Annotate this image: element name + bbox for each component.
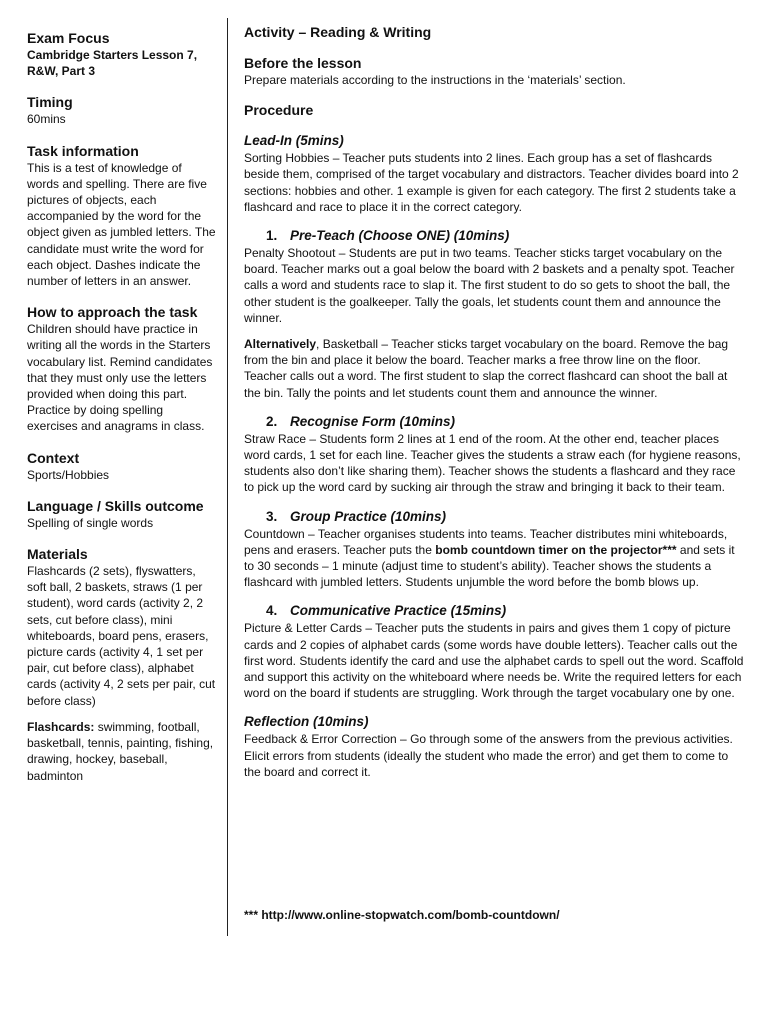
step-1-number: 1. xyxy=(266,228,278,244)
step-3-heading xyxy=(244,508,744,526)
approach-text: Children should have practice in writing all the words in the Starters vocabulary list. Remind candidates that they must only use the letters provided when doing this part. Practice by doing spelling exercises and anagrams in class. xyxy=(27,322,213,434)
main-content xyxy=(244,22,744,780)
step-4-title: Communicative Practice (15mins) xyxy=(290,603,507,619)
context-text: Sports/Hobbies xyxy=(27,467,110,482)
context-heading: Context xyxy=(27,449,80,466)
step-4-number: 4. xyxy=(266,603,278,619)
step-2-title: Recognise Form (10mins) xyxy=(290,413,456,429)
column-divider xyxy=(227,18,228,936)
step-1-heading xyxy=(244,227,744,245)
step-2-heading xyxy=(244,413,744,431)
step-4-heading xyxy=(244,602,744,620)
flashcards-label: Flashcards: xyxy=(27,719,95,734)
materials-heading: Materials xyxy=(27,546,88,563)
exam-focus-heading: Exam Focus xyxy=(27,30,110,46)
task-info-text: This is a test of knowledge of words and spelling. There are five pictures of objects, each accompanied by the word for the object given as jumbled letters. The candidate must write the word for each object. Dashes indicate the number of letters in an answer. xyxy=(27,160,216,289)
leadin-heading: Lead-In (5mins) xyxy=(244,133,344,149)
materials-text: Flashcards (2 sets), flyswatters, soft ball, 2 baskets, straws (1 per student), word cards (activity 2, 2 sets, cut before class), mini whiteboards, board pens, erasers, picture cards (activity 4, 1 set per pair, cut before class), alphabet cards (activity 4, 2 sets per pair, cut before class) xyxy=(27,564,216,708)
step-1-text: Penalty Shootout – Students are put in two teams. Teacher sticks target vocabulary on the board. Teacher marks out a goal below the board with 2 baskets and a penalty spot. Teacher calls a word and students race to slap it. The first student to do so gets to shoot the ball, the other student is the goalkeeper. Tally the goals, let students count them and announce the winner. xyxy=(244,246,735,325)
page-title: Activity – Reading & Writing xyxy=(244,24,432,40)
step-3-title: Group Practice (10mins) xyxy=(290,508,447,524)
step-2-text: Straw Race – Students form 2 lines at 1 end of the room. At the other end, teacher places word cards, 1 set for each line. Teacher gives the students a straw each (for hygiene reasons, students also don’t like sharing them). Teacher shows the students a flashcard and they race to pick up the word card by sucking air through the straw and bringing it back to their team. xyxy=(244,431,741,495)
task-info-heading: Task information xyxy=(27,142,139,159)
timing-heading: Timing xyxy=(27,94,73,111)
flashcards-list xyxy=(27,719,217,784)
timing-text: 60mins xyxy=(27,112,66,127)
step-3-text-a: Countdown – Teacher organises students into teams. Teacher distributes mini whiteboards, pens and erasers. Teacher puts the xyxy=(244,526,728,557)
approach-heading: How to approach the task xyxy=(27,304,198,321)
flashcards-text: swimming, football, basketball, tennis, painting, fishing, drawing, hockey, baseball, badminton xyxy=(27,719,214,783)
step-1-alt-text: , Basketball – Teacher sticks target vocabulary on the board. Remove the bag from the bin and place it below the board. Teacher marks a free throw line on the floor. Teacher calls out a word. The first student to slap the correct flashcard can shoot the ball at the bin. Tally the points and let students count them and announce the winner. xyxy=(244,337,729,400)
step-1-title: Pre-Teach (Choose ONE) (10mins) xyxy=(290,228,510,244)
step-1-alternative xyxy=(244,336,744,401)
bomb-timer-note: bomb countdown timer on the projector*** xyxy=(435,542,677,557)
step-3-text-b: and sets it to 30 seconds – 1 minute (adjust time to student’s ability). Teacher shows the students a flashcard with jumbled letters. Students unjumble the word before the bomb blows up. xyxy=(244,542,735,590)
step-4-text: Picture & Letter Cards – Teacher puts the students in pairs and gives them 1 copy of picture cards and 2 copies of alphabet cards (some words have double letters). Teacher calls out the first word. Students identify the card and use the alphabet cards to spell out the word. Scaffold and support this activity on the whiteboard where needs be. Write the required letters for each word on the board if students are struggling. Work through the target vocabulary one by one. xyxy=(244,621,744,701)
language-text: Spelling of single words xyxy=(27,515,154,530)
reflection-text: Feedback & Error Correction – Go through some of the answers from the previous activities. Elicit errors from students (ideally the student who made the error) and get them to come to the board and correct it. xyxy=(244,732,733,779)
step-3-text xyxy=(244,526,744,591)
before-text: Prepare materials according to the instructions in the ‘materials’ section. xyxy=(244,73,626,87)
sidebar xyxy=(27,29,217,784)
leadin-text: Sorting Hobbies – Teacher puts students into 2 lines. Each group has a set of flashcards beside them, comprised of the target vocabulary and distractors. Teacher divides board into 2 sections: hobbies and other. 1 example is given for each category. The first 2 students take a flashcard and race to place it in the correct category. xyxy=(244,151,739,214)
reflection-heading: Reflection (10mins) xyxy=(244,714,369,730)
step-3-number: 3. xyxy=(266,508,278,524)
language-heading: Language / Skills outcome xyxy=(27,497,204,514)
step-2-number: 2. xyxy=(266,413,278,429)
alternatively-label: Alternatively xyxy=(244,337,317,352)
footnote-link[interactable]: *** http://www.online-stopwatch.com/bomb-countdown/ xyxy=(244,908,560,922)
procedure-heading: Procedure xyxy=(244,102,314,119)
exam-focus-text: Cambridge Starters Lesson 7, R&W, Part 3 xyxy=(27,48,198,79)
before-heading: Before the lesson xyxy=(244,55,362,71)
